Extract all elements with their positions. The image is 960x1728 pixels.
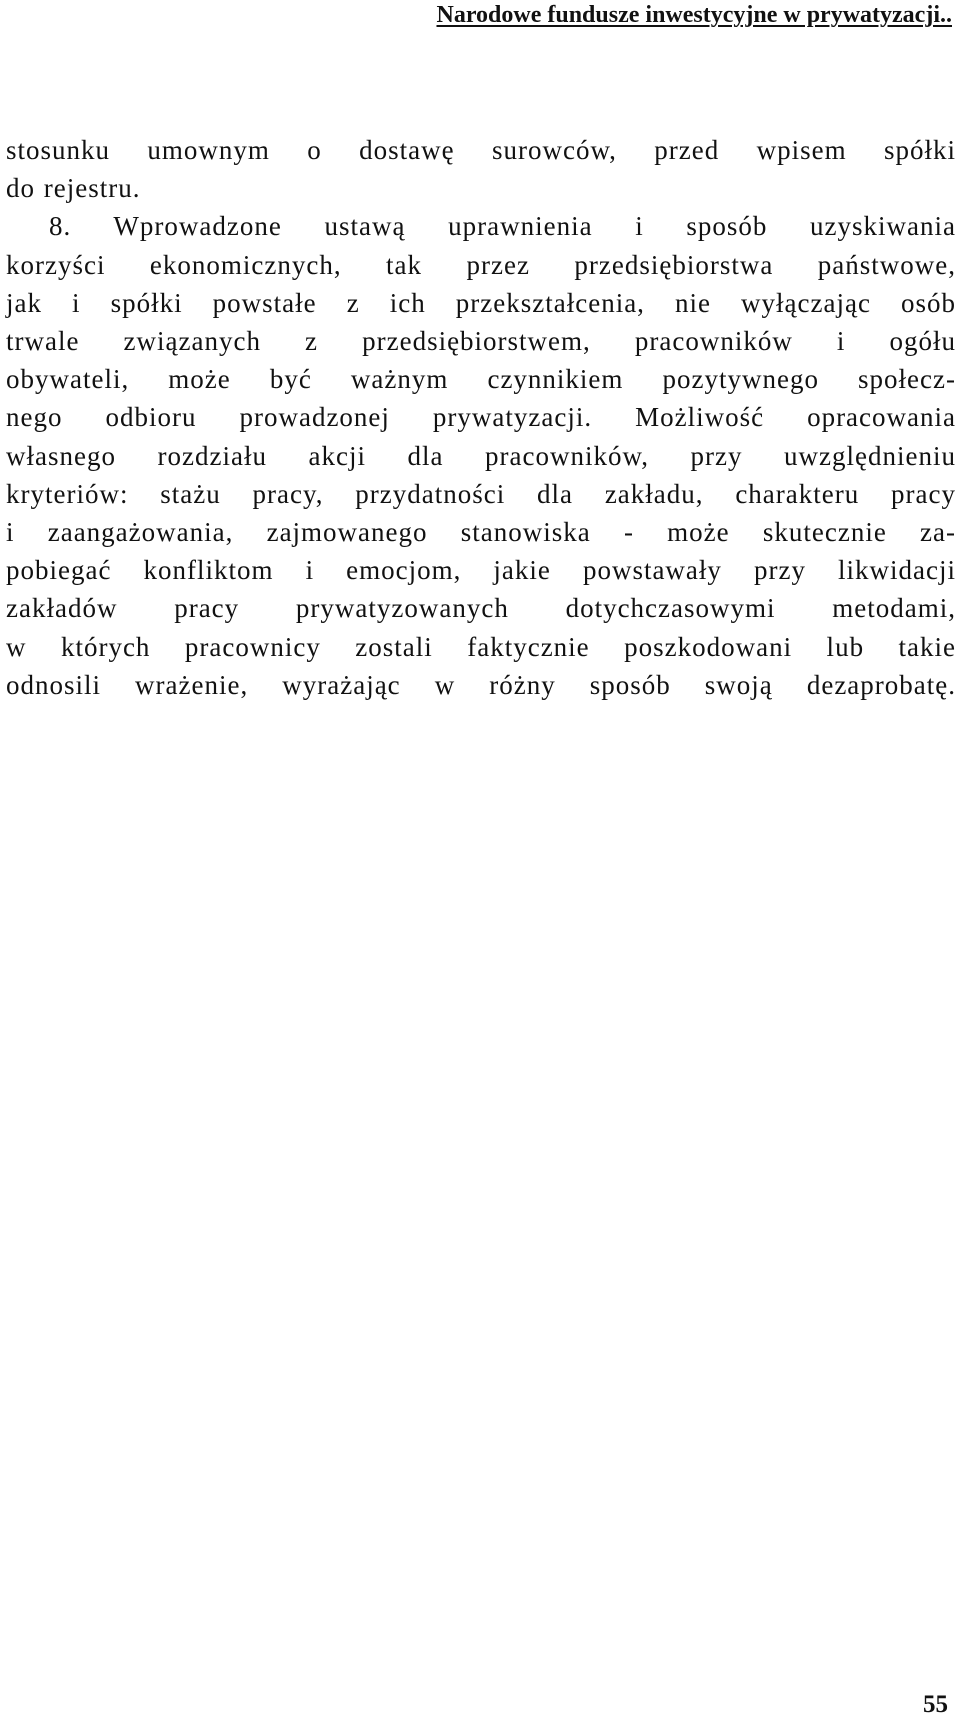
body-line: i zaangażowania, zajmowanego stanowiska - może skutecznie za- bbox=[6, 517, 956, 548]
body-line: odnosili wrażenie, wyrażając w różny sposób swoją dezaprobatę. bbox=[6, 669, 956, 700]
body-line: własnego rozdziału akcji dla pracowników, przy uwzględnieniu bbox=[6, 440, 956, 471]
body-line: kryteriów: stażu pracy, przydatności dla zakładu, charakteru pracy bbox=[6, 478, 956, 509]
body-line: w których pracownicy zostali faktycznie poszkodowani lub takie bbox=[6, 631, 956, 662]
running-header-title: Narodowe fundusze inwestycyjne w prywatyzacji.. bbox=[436, 2, 952, 28]
body-line: obywateli, może być ważnym czynnikiem pozytywnego społecz- bbox=[6, 364, 956, 395]
body-line: korzyści ekonomicznych, tak przez przedsiębiorstwa państwowe, bbox=[6, 249, 956, 280]
body-line: nego odbioru prowadzonej prywatyzacji. Możliwość opracowania bbox=[6, 402, 956, 433]
body-line: do rejestru. bbox=[6, 173, 141, 204]
body-line: jak i spółki powstałe z ich przekształcenia, nie wyłączając osób bbox=[6, 287, 956, 318]
body-line: zakładów pracy prywatyzowanych dotychczasowymi metodami, bbox=[6, 593, 956, 624]
page-number: 55 bbox=[923, 1691, 948, 1718]
body-line: stosunku umownym o dostawę surowców, przed wpisem spółki bbox=[6, 135, 956, 165]
body-line: trwale związanych z przedsiębiorstwem, pracowników i ogółu bbox=[6, 326, 956, 357]
body-line: pobiegać konfliktom i emocjom, jakie powstawały przy likwidacji bbox=[6, 555, 956, 586]
body-text bbox=[6, 131, 956, 704]
paragraph-8-first-line: 8. Wprowadzone ustawą uprawnienia i sposób uzyskiwania bbox=[49, 211, 956, 242]
